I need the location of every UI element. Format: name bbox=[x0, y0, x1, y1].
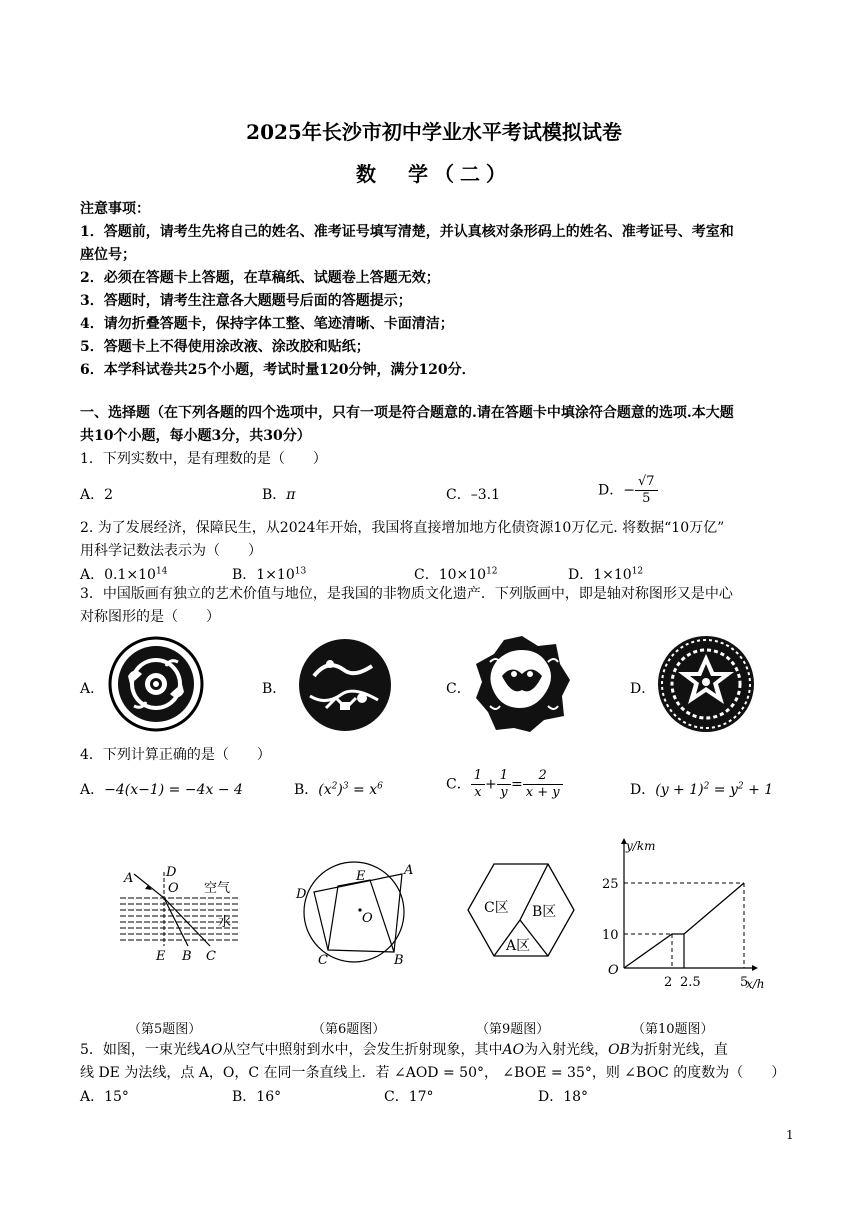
option-label: D． bbox=[598, 482, 624, 499]
exponent: 2 bbox=[331, 781, 338, 792]
label-a: A bbox=[404, 863, 414, 878]
text-part: AO bbox=[502, 1042, 525, 1058]
figure-10-chart bbox=[596, 834, 772, 994]
y-tick-10: 10 bbox=[602, 928, 619, 943]
q1-option-c: C．–3.1 bbox=[446, 487, 500, 503]
q4-option-b bbox=[294, 779, 383, 799]
denominator: y bbox=[500, 785, 508, 800]
exponent: 12 bbox=[631, 566, 644, 577]
notice-item: 3．答题时，请考生注意各大题题号后面的答题提示； bbox=[80, 293, 412, 309]
section-heading-line: 共10个小题，每小题3分，共30分） bbox=[80, 428, 311, 444]
label-e: E bbox=[356, 869, 366, 884]
label-o: O bbox=[168, 881, 179, 896]
q5-option-b: B．16° bbox=[232, 1089, 282, 1105]
fraction bbox=[471, 768, 485, 801]
zone-a-label: A区 bbox=[506, 938, 531, 954]
q5-stem-line bbox=[80, 1039, 792, 1062]
label-c: C bbox=[318, 953, 328, 968]
q2-stem-line: 2. 为了发展经济，保障民生，从2024年开始，我国将直接增加地方化债资源10万亿元. 将数据“10万亿” bbox=[80, 520, 725, 536]
exam-subtitle: 数 学（二） bbox=[356, 162, 512, 186]
q5-option-a: A．15° bbox=[80, 1089, 129, 1105]
fraction bbox=[523, 768, 563, 801]
q3-option-c: C． bbox=[446, 681, 471, 697]
q5-option-d: D．18° bbox=[538, 1089, 589, 1105]
text-part: OB bbox=[608, 1042, 630, 1058]
notice-heading: 注意事项： bbox=[80, 201, 150, 217]
notice-item: 座位号； bbox=[80, 247, 136, 263]
plus-sign: + bbox=[485, 776, 497, 793]
q2-option-d bbox=[568, 564, 643, 584]
expr-part: (x bbox=[318, 782, 332, 798]
page-number: 1 bbox=[786, 1128, 794, 1142]
q3-option-d: D． bbox=[630, 681, 656, 697]
q3-option-a: A． bbox=[80, 681, 105, 697]
q2-option-c bbox=[414, 564, 498, 584]
exponent: 2 bbox=[703, 781, 710, 792]
text-part: 为入射光线， bbox=[524, 1042, 609, 1058]
quad-cefb bbox=[328, 880, 394, 952]
incident-ray-ao bbox=[134, 874, 164, 898]
exponent: 6 bbox=[377, 781, 383, 792]
q1-option-a: A．2 bbox=[80, 487, 114, 503]
caption-fig5: （第5题图） bbox=[128, 1022, 202, 1037]
expr-part: (y + 1) bbox=[655, 782, 704, 798]
q4-option-a bbox=[80, 779, 243, 799]
print-c-image bbox=[470, 632, 574, 736]
label-d: D bbox=[296, 887, 307, 902]
expr-part: = y bbox=[709, 782, 738, 798]
option-label: D． bbox=[630, 782, 656, 798]
denominator: 5 bbox=[642, 491, 651, 506]
exponent: 12 bbox=[486, 566, 498, 577]
q1-option-d bbox=[598, 474, 658, 507]
q2-option-a bbox=[80, 564, 167, 584]
option-value: 1×10 bbox=[256, 567, 295, 583]
q5-option-c: C．17° bbox=[384, 1089, 434, 1105]
exponent: 3 bbox=[342, 781, 349, 792]
equals-sign: = bbox=[511, 776, 523, 793]
label-a: A bbox=[124, 871, 134, 886]
option-label: B． bbox=[232, 567, 257, 583]
notice-block bbox=[80, 198, 792, 382]
option-label: B． bbox=[294, 782, 319, 798]
q4-option-c bbox=[446, 768, 563, 801]
fraction bbox=[497, 768, 511, 801]
x-axis-arrow-icon bbox=[752, 965, 758, 971]
option-label: B． bbox=[262, 487, 287, 503]
text-part: 为折射光线，直 bbox=[629, 1042, 728, 1058]
option-label: D． bbox=[568, 567, 594, 583]
denominator: x + y bbox=[525, 785, 560, 800]
exponent: 2 bbox=[737, 781, 744, 792]
x-tick-2-5: 2.5 bbox=[680, 975, 701, 990]
q3-stem bbox=[80, 583, 792, 629]
zone-c-label: C区 bbox=[484, 900, 509, 916]
q2-stem-line: 用科学记数法表示为（ ） bbox=[80, 543, 262, 559]
denominator: x bbox=[474, 785, 482, 800]
notice-item: 5．答题卡上不得使用涂改液、涂改胶和贴纸； bbox=[80, 339, 370, 355]
label-e: E bbox=[156, 949, 166, 964]
label-air: 空气 bbox=[204, 881, 231, 896]
label-water: 水 bbox=[218, 915, 232, 930]
y-axis-label: y/km bbox=[626, 839, 656, 853]
q2-option-b bbox=[232, 564, 306, 584]
figure-9 bbox=[464, 860, 576, 964]
option-value: π bbox=[286, 487, 296, 503]
label-o: O bbox=[362, 911, 373, 926]
q4-option-d bbox=[630, 779, 773, 799]
q4-stem: 4．下列计算正确的是（ ） bbox=[80, 747, 271, 763]
print-d-image bbox=[654, 632, 758, 736]
option-expression: −4(x−1) = −4x − 4 bbox=[104, 782, 243, 798]
q5-stem-line: 线 DE 为法线，点 A，O，C 在同一条直线上．若 ∠AOD = 50°， ∠BOE = 35°，则 ∠BOC 的度数为（ ） bbox=[80, 1065, 786, 1081]
exam-title: 2025年长沙市初中学业水平考试模拟试卷 bbox=[246, 120, 622, 144]
caption-fig6: （第6题图） bbox=[312, 1022, 386, 1037]
text-part: 5．如图，一束光线 bbox=[80, 1042, 201, 1058]
q3-stem-line: 对称图形的是（ ） bbox=[80, 609, 220, 625]
figure-5 bbox=[112, 858, 252, 968]
q2-stem bbox=[80, 517, 792, 563]
q3-option-b: B． bbox=[262, 681, 287, 697]
q5-stem bbox=[80, 1039, 792, 1085]
notice-item: 6．本学科试卷共25个小题，考试时量120分钟，满分120分． bbox=[80, 362, 476, 378]
notice-item: 2．必须在答题卡上答题，在草稿纸、试题卷上答题无效； bbox=[80, 270, 440, 286]
text-part: 从空气中照射到水中，会发生折射现象，其中 bbox=[222, 1042, 503, 1058]
option-label: C． bbox=[446, 776, 471, 793]
option-label: A． bbox=[80, 782, 105, 798]
expr-part: ) bbox=[337, 782, 343, 798]
notice-item: 4．请勿折叠答题卡，保持字体工整、笔迹清晰、卡面清洁； bbox=[80, 316, 454, 332]
label-d: D bbox=[166, 865, 177, 880]
option-label: C． bbox=[414, 567, 439, 583]
q3-stem-line: 3．中国版画有独立的艺术价值与地位，是我国的非物质文化遗产．下列版画中，即是轴对称图形又是中心 bbox=[80, 586, 733, 602]
exponent: 14 bbox=[155, 566, 168, 577]
numerator: 1 bbox=[471, 768, 485, 785]
x-tick-2: 2 bbox=[664, 975, 673, 990]
option-value: 1×10 bbox=[593, 567, 632, 583]
section-heading-line: 一、选择题（在下列各题的四个选项中，只有一项是符合题意的.请在答题卡中填涂符合题意的选项.本大题 bbox=[80, 405, 734, 421]
x-tick-5: 5 bbox=[740, 975, 749, 990]
q1-option-b bbox=[262, 484, 296, 504]
numerator: 1 bbox=[497, 768, 511, 785]
minus-sign: − bbox=[623, 482, 635, 499]
text-part: AO bbox=[200, 1042, 223, 1058]
origin-label: O bbox=[608, 963, 619, 978]
x-axis-label: x/h bbox=[746, 977, 765, 991]
option-value: 10×10 bbox=[438, 567, 487, 583]
q1-stem: 1．下列实数中，是有理数的是（ ） bbox=[80, 451, 327, 467]
option-label: A． bbox=[80, 567, 105, 583]
expr-part: + 1 bbox=[743, 782, 774, 798]
caption-fig10: （第10题图） bbox=[632, 1022, 714, 1037]
figure-6 bbox=[290, 852, 420, 972]
print-a-image bbox=[108, 636, 204, 732]
numerator: 2 bbox=[523, 768, 563, 785]
print-b-image bbox=[296, 636, 394, 734]
label-b: B bbox=[394, 953, 404, 968]
notice-item: 1．答题前，请考生先将自己的姓名、准考证号填写清楚，并认真核对条形码上的姓名、准考证号、考室和 bbox=[80, 224, 734, 240]
label-c: C bbox=[206, 949, 216, 964]
y-tick-25: 25 bbox=[602, 877, 619, 892]
label-b: B bbox=[182, 949, 192, 964]
zone-b-label: B区 bbox=[532, 904, 557, 920]
quad-dabc bbox=[314, 874, 402, 952]
numerator: √7 bbox=[635, 474, 658, 491]
option-value: 0.1×10 bbox=[104, 567, 156, 583]
fraction bbox=[635, 474, 658, 507]
expr-part: = x bbox=[348, 782, 378, 798]
exponent: 13 bbox=[294, 566, 307, 577]
section-heading bbox=[80, 402, 792, 448]
caption-fig9: （第9题图） bbox=[476, 1022, 550, 1037]
